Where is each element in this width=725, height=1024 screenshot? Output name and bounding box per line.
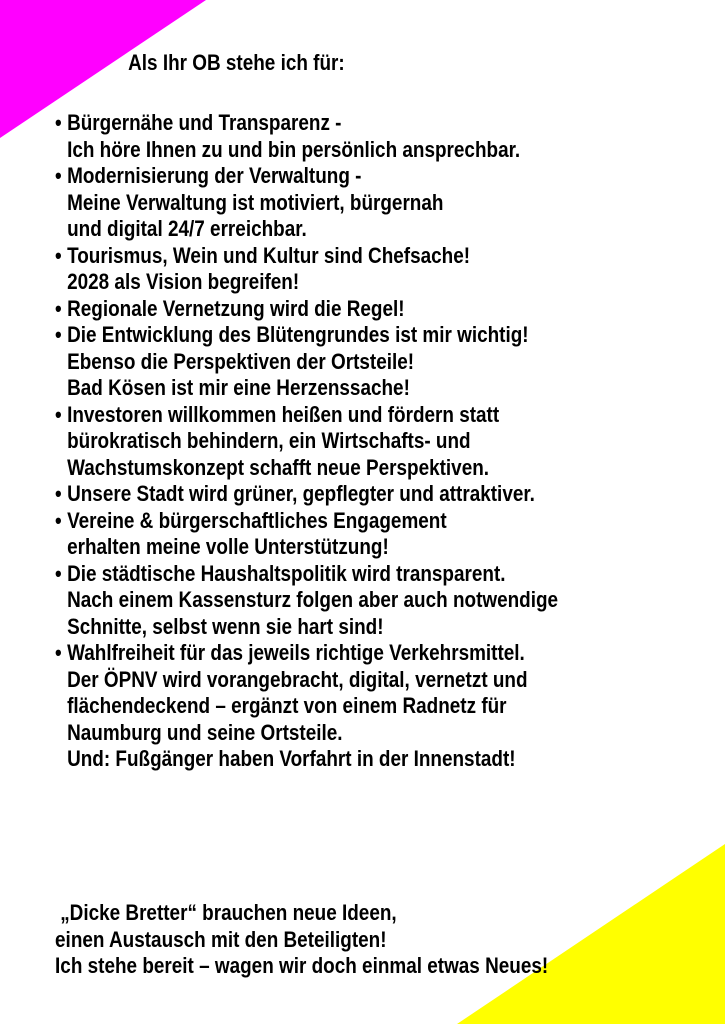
bullet-item [55, 508, 558, 561]
bullet-line: Nach einem Kassensturz folgen aber auch notwendige [67, 587, 559, 612]
bullet-line: • Die Entwicklung des Blütengrundes ist mir wichtig! [67, 322, 529, 347]
bullet-list [55, 110, 558, 773]
bullet-line: • Investoren willkommen heißen und fördern statt [67, 401, 500, 427]
bullet-item [55, 163, 558, 243]
closing-line: einen Austausch mit den Beteiligten! [55, 926, 387, 952]
bullet-item [55, 322, 558, 402]
bullet-line: • Wahlfreiheit für das jeweils richtige Verkehrsmittel. [67, 640, 525, 665]
bullet-line: Schnitte, selbst wenn sie hart sind! [67, 613, 384, 639]
bullet-line: Ich höre Ihnen zu und bin persönlich ansprechbar. [67, 136, 521, 162]
bullet-line: • Vereine & bürgerschaftliches Engagement [67, 507, 447, 533]
bullet-line: und digital 24/7 erreichbar. [67, 216, 307, 241]
bullet-line: 2028 als Vision begreifen! [67, 269, 300, 294]
closing-line: Ich stehe bereit – wagen wir doch einmal etwas Neues! [55, 953, 549, 978]
bullet-item [55, 296, 558, 323]
bullet-line: • Regionale Vernetzung wird die Regel! [67, 295, 405, 321]
bullet-line: Wachstumskonzept schafft neue Perspektiven. [67, 454, 490, 480]
closing-statement [55, 900, 548, 980]
bullet-item [55, 243, 558, 296]
bullet-line: • Tourismus, Wein und Kultur sind Chefsache! [67, 242, 471, 268]
bullet-item [55, 481, 558, 508]
bullet-line: bürokratisch behindern, ein Wirtschafts- und [67, 428, 471, 453]
closing-line: „Dicke Bretter“ brauchen neue Ideen, [60, 900, 397, 925]
bullet-line: Ebenso die Perspektiven der Ortsteile! [67, 348, 415, 374]
bullet-item [55, 640, 558, 773]
bullet-line: Naumburg und seine Ortsteile. [67, 719, 343, 745]
bullet-line: Und: Fußgänger haben Vorfahrt in der Innenstadt! [67, 746, 516, 771]
bullet-item [55, 402, 558, 482]
bullet-item [55, 110, 558, 163]
bullet-line: • Modernisierung der Verwaltung - [67, 163, 362, 188]
bullet-line: Der ÖPNV wird vorangebracht, digital, vernetzt und [67, 666, 528, 692]
bullet-line: erhalten meine volle Unterstützung! [67, 534, 389, 559]
bullet-line: • Bürgernähe und Transparenz - [67, 110, 342, 135]
bullet-item [55, 561, 558, 641]
bullet-line: • Unsere Stadt wird grüner, gepflegter und attraktiver. [67, 481, 535, 506]
bullet-line: • Die städtische Haushaltspolitik wird transparent. [67, 560, 506, 586]
page-heading: Als Ihr OB stehe ich für: [128, 50, 345, 75]
bullet-line: flächendeckend – ergänzt von einem Radnetz für [67, 693, 507, 718]
bullet-line: Bad Kösen ist mir eine Herzenssache! [67, 375, 410, 400]
bullet-line: Meine Verwaltung ist motiviert, bürgernah [67, 189, 444, 215]
